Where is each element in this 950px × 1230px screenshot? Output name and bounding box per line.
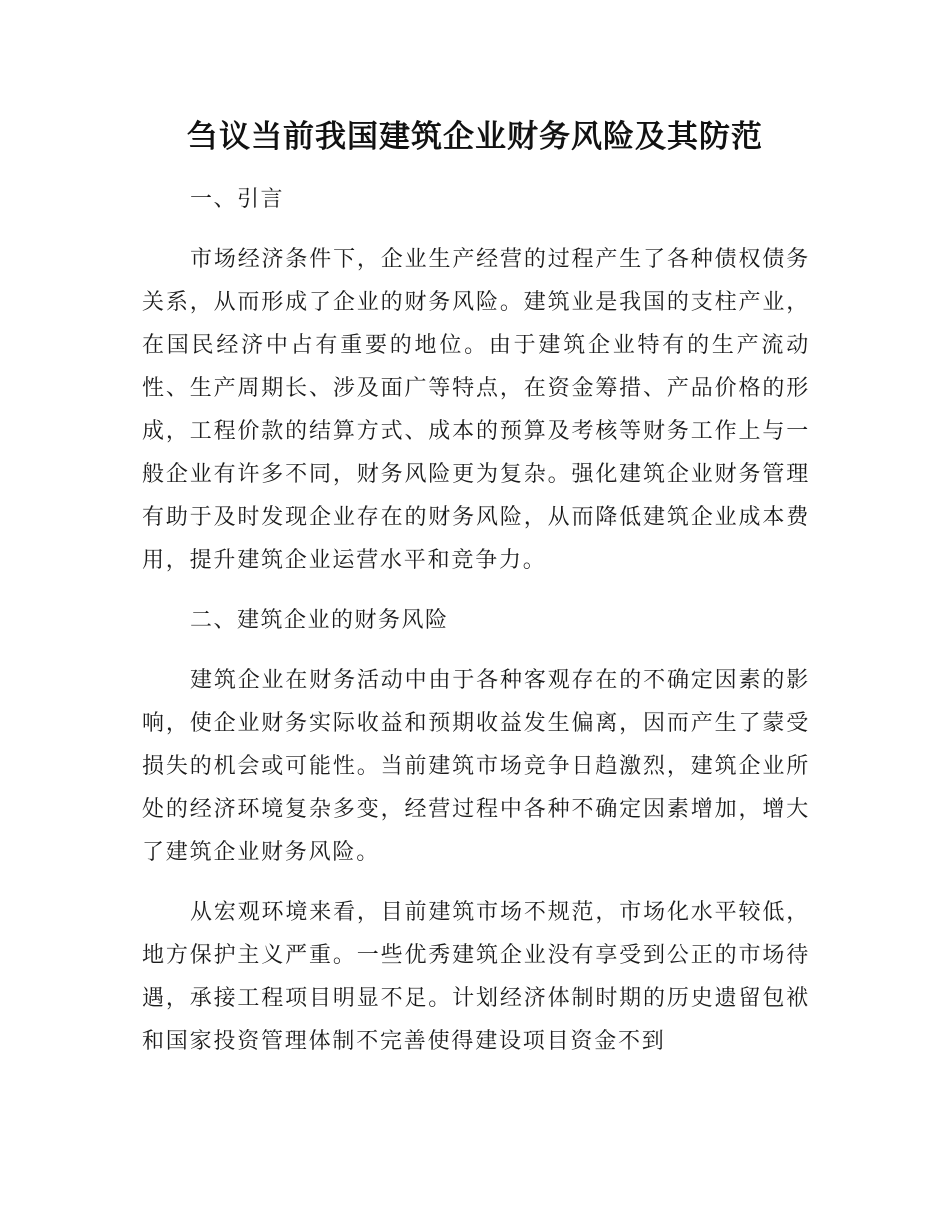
paragraph-introduction: 市场经济条件下，企业生产经营的过程产生了各种债权债务关系，从而形成了企业的财务风险。建筑业是我国的支柱产业，在国民经济中占有重要的地位。由于建筑企业特有的生产流动性、生产周期长、涉及面广等特点，在资金筹措、产品价格的形成，工程价款的结算方式、成本的预算及考核等财务工作上与一般企业有许多不同，财务风险更为复杂。强化建筑企业财务管理有助于及时发现企业存在的财务风险，从而降低建筑企业成本费用，提升建筑企业运营水平和竞争力。 xyxy=(142,247,810,573)
section-heading-financial-risks: 二、建筑企业的财务风险 xyxy=(190,608,449,633)
paragraph-macro-environment: 从宏观环境来看，目前建筑市场不规范，市场化水平较低，地方保护主义严重。一些优秀建筑企业没有享受到公正的市场待遇，承接工程项目明显不足。计划经济体制时期的历史遗留包袱和国家投资管理体制不完善使得建设项目资金不到 xyxy=(142,900,810,1054)
document-title: 刍议当前我国建筑企业财务风险及其防范 xyxy=(187,119,763,155)
section-heading-introduction: 一、引言 xyxy=(190,187,285,212)
paragraph-risk-definition: 建筑企业在财务活动中由于各种客观存在的不确定因素的影响，使企业财务实际收益和预期收益发生偏离，因而产生了蒙受损失的机会或可能性。当前建筑市场竞争日趋激烈，建筑企业所处的经济环境复杂多变，经营过程中各种不确定因素增加，增大了建筑企业财务风险。 xyxy=(142,668,810,865)
document-body xyxy=(142,178,810,1063)
